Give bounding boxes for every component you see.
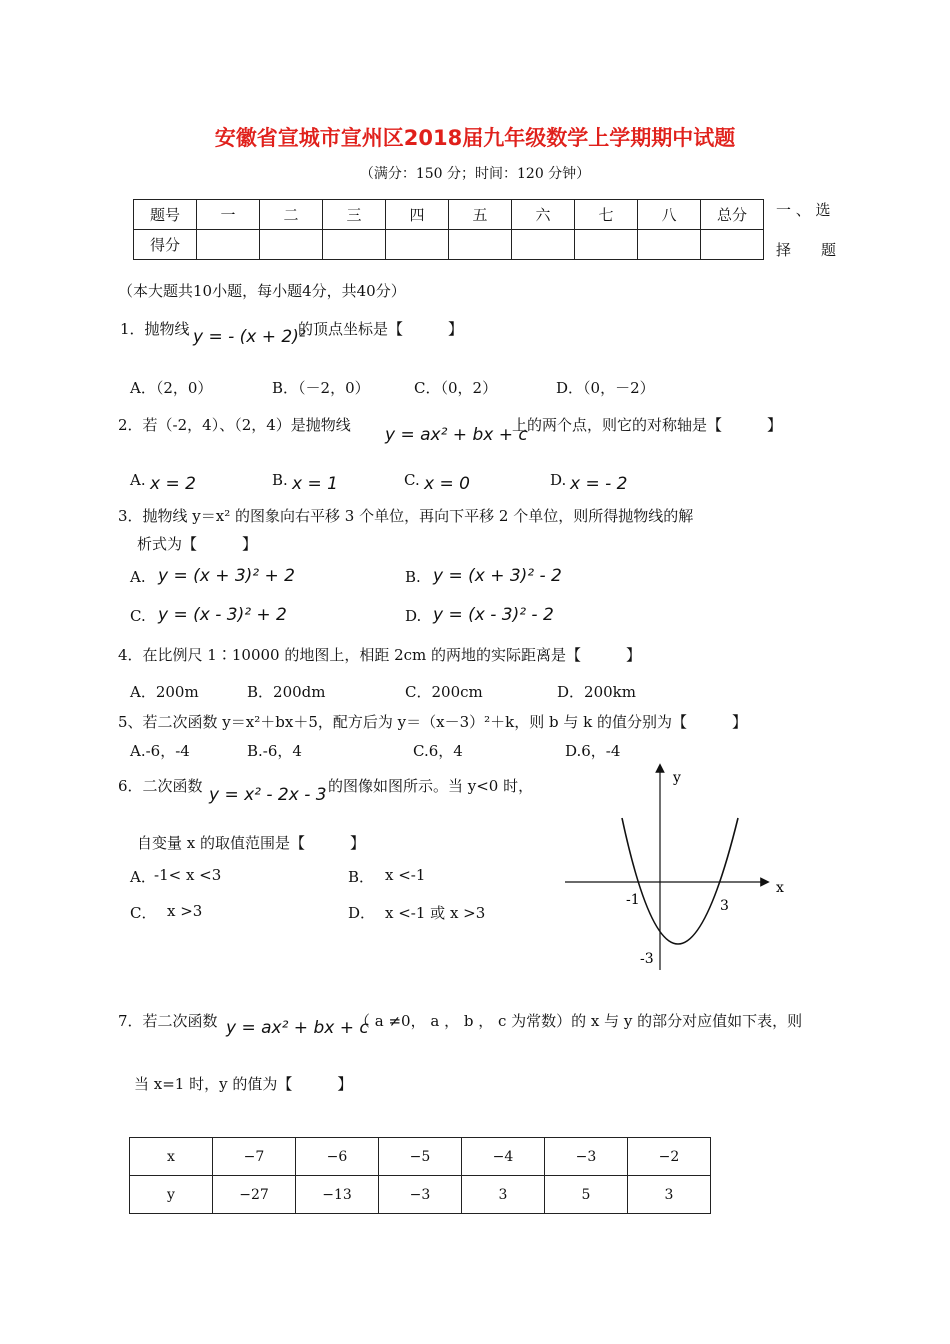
q3-option-c: y = (x - 3)² + 2	[158, 605, 287, 625]
q2-option-d-label: D.	[550, 471, 567, 489]
q2-tail: 上的两个点，则它的对称轴是【 】	[512, 416, 783, 434]
score-header-cell: 三	[323, 200, 386, 230]
q4-option-c: C．200cm	[405, 683, 483, 701]
q3-stem-line1: 3．抛物线 y＝x² 的图象向右平移 3 个单位，再向下平移 2 个单位，则所得抛物线的解	[118, 507, 694, 525]
section-note: （本大题共10小题，每小题4分，共40分）	[118, 282, 406, 300]
q6-stem: 6．二次函数	[118, 777, 203, 795]
y-axis-label: y	[673, 770, 681, 786]
score-header-cell: 八	[638, 200, 701, 230]
q6-option-a-label: A．	[130, 868, 156, 886]
score-table	[133, 199, 764, 260]
table-cell: −3	[379, 1176, 462, 1214]
q4-stem: 4．在比例尺 1∶10000 的地图上，相距 2cm 的两地的实际距离是【 】	[118, 646, 642, 664]
q1-stem: 1．抛物线	[120, 320, 190, 338]
score-cell	[512, 230, 575, 260]
q3-option-c-label: C.	[130, 607, 146, 625]
q5-option-a: A.-6，-4	[130, 742, 190, 760]
q2-option-c-label: C.	[404, 471, 420, 489]
q3-stem-line2: 析式为【 】	[137, 535, 258, 553]
q2-option-c: x = 0	[424, 474, 470, 494]
score-header-cell: 二	[260, 200, 323, 230]
score-cell	[575, 230, 638, 260]
score-cell	[386, 230, 449, 260]
score-cell	[260, 230, 323, 260]
q6-tail: 的图像如图所示。当 y<0 时，	[328, 777, 534, 795]
q2-option-b-label: B.	[272, 471, 288, 489]
q2-option-a: x = 2	[150, 474, 196, 494]
q3-option-d: y = (x - 3)² - 2	[433, 605, 554, 625]
table-cell: 3	[462, 1176, 545, 1214]
score-header-cell: 六	[512, 200, 575, 230]
q1-option-a: A．（2，0）	[130, 379, 213, 397]
table-cell: −27	[213, 1176, 296, 1214]
score-cell	[701, 230, 764, 260]
q6-stem-line2: 自变量 x 的取值范围是【 】	[137, 834, 365, 852]
q6-option-c-label: C．	[130, 904, 157, 922]
q6-option-c: x >3	[167, 902, 203, 920]
table-cell: −2	[628, 1138, 711, 1176]
table-cell: x	[130, 1138, 213, 1176]
table-cell: −4	[462, 1138, 545, 1176]
parabola-graph	[560, 760, 800, 980]
q2-option-a-label: A.	[130, 471, 146, 489]
table-cell: −13	[296, 1176, 379, 1214]
score-header-cell: 一	[197, 200, 260, 230]
page-title: 安徽省宣城市宣州区2018届九年级数学上学期期中试题	[214, 126, 736, 150]
q4-option-a: A．200m	[130, 683, 199, 701]
tick-label-neg1: -1	[626, 892, 640, 908]
q5-stem: 5、若二次函数 y＝x²＋bx＋5，配方后为 y＝（x－3）²＋k，则 b 与 k 的值分别为【 】	[118, 713, 747, 731]
q1-option-b: B．（－2，0）	[272, 379, 370, 397]
score-header-cell: 四	[386, 200, 449, 230]
score-header-row	[134, 200, 764, 230]
table-cell: −6	[296, 1138, 379, 1176]
q7-stem-line2: 当 x=1 时，y 的值为【 】	[134, 1075, 353, 1093]
q7-formula: y = ax² + bx + c	[226, 1018, 369, 1038]
q5-option-c: C.6，4	[413, 742, 463, 760]
section-label-bottom: 择 题	[776, 241, 837, 259]
score-cell	[638, 230, 701, 260]
q6-option-d: x <-1 或 x >3	[385, 904, 486, 922]
q2-formula: y = ax² + bx + c	[385, 425, 528, 445]
q1-formula: y = - (x + 2)²	[193, 327, 306, 347]
q6-option-d-label: D．	[348, 904, 376, 922]
exam-info: （满分：150 分；时间：120 分钟）	[359, 166, 591, 182]
section-label-top: 一 、 选	[776, 201, 831, 219]
parabola-curve	[622, 818, 738, 944]
q1-option-d: D．（0，－2）	[556, 379, 655, 397]
q1-tail: 的顶点坐标是【 】	[298, 320, 464, 338]
q3-option-d-label: D.	[405, 607, 422, 625]
q2-option-d: x = - 2	[570, 474, 628, 494]
q5-option-b: B.-6，4	[247, 742, 302, 760]
q4-option-b: B．200dm	[247, 683, 326, 701]
score-cell	[449, 230, 512, 260]
score-header-cell: 七	[575, 200, 638, 230]
q3-option-b: y = (x + 3)² - 2	[433, 566, 562, 586]
score-row-label: 得分	[134, 230, 197, 260]
q7-tail: （ a ≠0， a ， b ， c 为常数）的 x 与 y 的部分对应值如下表，则	[355, 1012, 803, 1030]
q3-option-a: y = (x + 3)² + 2	[158, 566, 295, 586]
score-cell	[197, 230, 260, 260]
table-cell: 3	[628, 1176, 711, 1214]
table-row-y	[130, 1176, 711, 1214]
score-value-row	[134, 230, 764, 260]
q6-option-b-label: B．	[348, 868, 375, 886]
q1-option-c: C．（0，2）	[414, 379, 498, 397]
score-header-cell: 五	[449, 200, 512, 230]
table-cell: −3	[545, 1138, 628, 1176]
q6-option-b: x <-1	[385, 866, 426, 884]
xy-value-table	[129, 1137, 711, 1214]
tick-label-3: 3	[720, 898, 729, 914]
q6-option-a: -1< x <3	[154, 866, 222, 884]
table-cell: y	[130, 1176, 213, 1214]
q4-option-d: D．200km	[557, 683, 636, 701]
table-cell: −5	[379, 1138, 462, 1176]
q3-option-a-label: A.	[130, 568, 146, 586]
q6-formula: y = x² - 2x - 3	[209, 785, 327, 805]
table-cell: −7	[213, 1138, 296, 1176]
q3-option-b-label: B.	[405, 568, 421, 586]
score-header-cell: 总分	[701, 200, 764, 230]
tick-label-neg3: -3	[640, 951, 654, 967]
table-cell: 5	[545, 1176, 628, 1214]
score-header-cell: 题号	[134, 200, 197, 230]
q2-option-b: x = 1	[292, 474, 338, 494]
score-cell	[323, 230, 386, 260]
x-axis-label: x	[776, 880, 784, 896]
q2-stem: 2．若（-2，4）、（2，4）是抛物线	[118, 416, 351, 434]
table-row-x	[130, 1138, 711, 1176]
q7-stem: 7．若二次函数	[118, 1012, 218, 1030]
q5-option-d: D.6，-4	[565, 742, 621, 760]
